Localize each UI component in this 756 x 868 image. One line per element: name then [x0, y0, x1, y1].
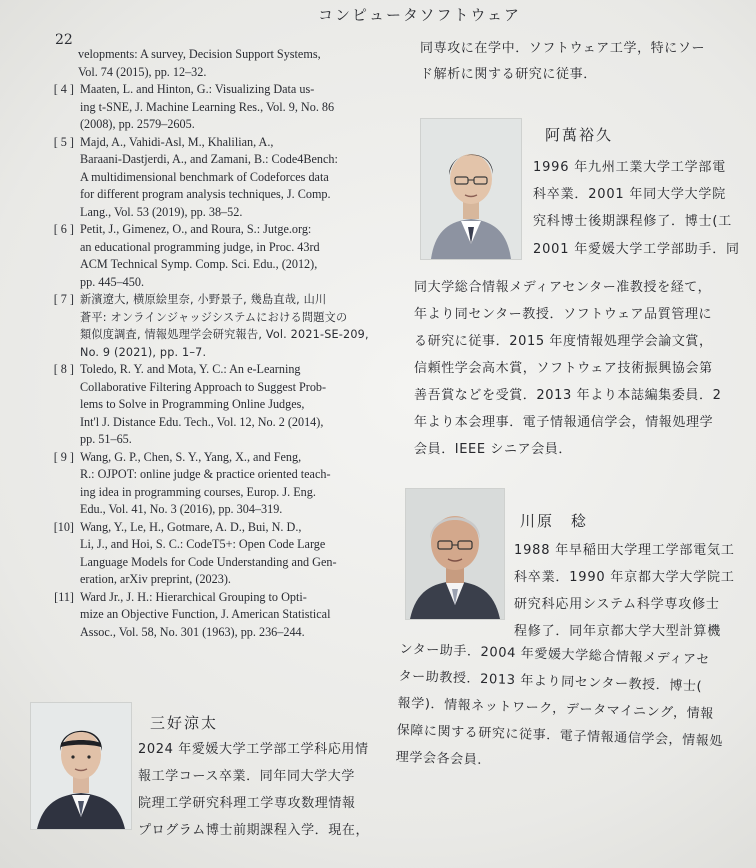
reference-line: Vol. 74 (2015), pp. 12–32. [78, 64, 207, 79]
bio-line: 2024 年愛媛大学工学部工学科応用情 [138, 742, 369, 757]
reference-item [52, 519, 388, 589]
reference-number: [11] [54, 589, 74, 604]
reference-item [52, 134, 388, 222]
author-photo [420, 118, 522, 260]
portrait-illustration [421, 119, 521, 259]
page-number: 22 [55, 32, 73, 48]
reference-line: Petit, J., Gimenez, O., and Roura, S.: Jutge.org: [80, 222, 312, 236]
reference-number: [ 7 ] [53, 292, 74, 306]
reference-line: 類似度調査, 情報処理学会研究報告, Vol. 2021-SE-209, [80, 328, 369, 341]
reference-item [52, 81, 388, 134]
bio-line: 同大学総合情報メディアセンター准教授を経て， [414, 280, 712, 295]
author-photo [30, 702, 132, 830]
reference-line: eration, arXiv preprint, (2023). [80, 572, 231, 586]
reference-number: [ 5 ] [53, 134, 74, 149]
bio-line: 程修了．同年京都大学大型計算機 [514, 624, 722, 639]
bio-line: 報工学コース卒業．同年同大学大学 [138, 769, 355, 784]
reference-line: mize an Objective Function, J. American Statistical [80, 607, 331, 621]
running-head: コンピュータソフトウェア [318, 6, 521, 24]
bio-line: 信頼性学会高木賞，ソフトウェア技術振興協会第 [414, 361, 713, 376]
reference-line: Edu., Vol. 41, No. 3 (2016), pp. 304–319. [80, 502, 283, 516]
bio-line: 会員．IEEE シニア会員． [414, 442, 573, 457]
reference-item [52, 589, 388, 642]
reference-line: Wang, Y., Le, H., Gotmare, A. D., Bui, N. D., [80, 519, 302, 534]
reference-line: ing idea in programming courses, Europ. J. Eng. [80, 484, 316, 499]
portrait-illustration [406, 489, 504, 619]
reference-line: for different program analysis techniques, J. Comp. [80, 187, 331, 201]
bio-line: 同専攻に在学中．ソフトウェア工学，特にソー [420, 41, 706, 56]
reference-line: Language Models for Code Understanding and Gen- [80, 554, 337, 569]
reference-line: velopments: A survey, Decision Support Systems, [78, 47, 321, 61]
bio-line: 科卒業．2001 年同大学大学院 [533, 187, 727, 202]
reference-line: Collaborative Filtering Approach to Suggest Prob- [80, 379, 327, 394]
reference-line: Lang., Vol. 53 (2019), pp. 38–52. [80, 204, 243, 219]
bio-paragraph [414, 274, 756, 463]
reference-line: No. 9 (2021), pp. 1–7. [80, 345, 207, 359]
reference-item [52, 449, 388, 519]
bio-line: 科卒業．1990 年京都大学大学院工 [514, 570, 735, 585]
reference-line: lems to Solve in Programming Online Judges, [80, 397, 305, 411]
bio-line: 保障に関する研究に従事．電子情報通信学会，情報処 [396, 722, 724, 750]
bio-line: ンター助手．2004 年愛媛大学総合情報メディアセ [399, 641, 711, 668]
reference-line: Ward Jr., J. H.: Hierarchical Grouping to Opti- [80, 589, 307, 604]
continued-bio-text [420, 36, 756, 88]
reference-line: Maaten, L. and Hinton, G.: Visualizing Data us- [80, 82, 315, 96]
bio-paragraph [395, 636, 755, 783]
reference-line: (2008), pp. 2579–2605. [80, 117, 195, 131]
bio-line: 1996 年九州工業大学工学部電 [533, 160, 727, 175]
reference-item [52, 221, 388, 291]
author-name: 川原 稔 [520, 512, 589, 530]
author-name: 阿萬裕久 [545, 126, 614, 144]
bio-line: 善吾賞などを受賞．2013 年より本誌編集委員．2 [414, 388, 722, 403]
reference-line: Wang, G. P., Chen, S. Y., Yang, X., and Feng, [80, 449, 302, 464]
author-name: 三好涼太 [150, 714, 219, 732]
reference-line: Li, J., and Hoi, S. C.: CodeT5+: Open Code Large [80, 537, 326, 551]
bio-line: る研究に従事．2015 年度情報処理学会論文賞， [414, 334, 713, 349]
reference-line: pp. 445–450. [80, 274, 144, 289]
bio-line: 年より本会理事．電子情報通信学会，情報処理学 [414, 415, 714, 430]
reference-number: [ 6 ] [53, 222, 74, 236]
author-photo [405, 488, 505, 620]
portrait-illustration [31, 703, 131, 829]
reference-list [52, 46, 388, 641]
reference-number: [ 8 ] [53, 362, 74, 376]
reference-line: A multidimensional benchmark of Codeforces data [80, 169, 329, 184]
bio-line: 2001 年愛媛大学工学部助手．同 [533, 242, 740, 257]
bio-line: 理学会各会員． [395, 749, 492, 769]
bio-line: 年より同センター教授．ソフトウェア品質管理に [414, 307, 713, 322]
bio-line: 報学)．情報ネットワーク，データマイニング，情報 [397, 695, 715, 722]
reference-line: ing t-SNE, J. Machine Learning Res., Vol. 9, No. 86 [80, 99, 335, 114]
bio-line: 院理工学研究科理工学専攻数理情報 [138, 796, 356, 811]
bio-line: 研究科応用システム科学専攻修士 [514, 597, 720, 612]
reference-number: [ 9 ] [53, 449, 74, 464]
reference-line: Majd, A., Vahidi-Asl, M., Khalilian, A., [80, 134, 274, 149]
bio-line: ター助教授．2013 年より同センター教授．博士( [398, 668, 703, 695]
reference-line: Assoc., Vol. 58, No. 301 (1963), pp. 236–244. [80, 624, 305, 639]
reference-number: [ 4 ] [53, 82, 74, 96]
bio-line: プログラム博士前期課程入学．現在， [138, 823, 370, 838]
bio-line: 1988 年早稲田大学理工学部電気工 [514, 543, 735, 558]
reference-line: Baraani-Dastjerdi, A., and Zamani, B.: Code4Bench: [80, 152, 338, 166]
reference-line: Int'l J. Distance Edu. Tech., Vol. 12, No. 2 (2014), [80, 414, 324, 429]
reference-line: 蒼平: オンラインジャッジシステムにおける問題文の [80, 310, 348, 324]
reference-line: Toledo, R. Y. and Mota, Y. C.: An e-Learning [80, 362, 301, 376]
reference-line: pp. 51–65. [80, 432, 132, 446]
reference-line: R.: OJPOT: online judge & practice oriented teach- [80, 467, 331, 481]
bio-line: 究科博士後期課程修了．博士(工 [533, 214, 733, 229]
bio-paragraph [138, 736, 398, 844]
reference-number: [10] [53, 519, 74, 534]
reference-item [52, 361, 388, 449]
reference-item [52, 46, 388, 81]
reference-item [52, 291, 388, 361]
reference-line: an educational programming judge, in Proc. 43rd [80, 239, 320, 254]
reference-line: 新濱遼大, 横原絵里奈, 小野景子, 幾島直哉, 山川 [80, 293, 327, 306]
reference-line: ACM Technical Symp. Comp. Sci. Edu., (2012), [80, 257, 318, 271]
bio-line: ド解析に関する研究に従事． [420, 67, 597, 82]
